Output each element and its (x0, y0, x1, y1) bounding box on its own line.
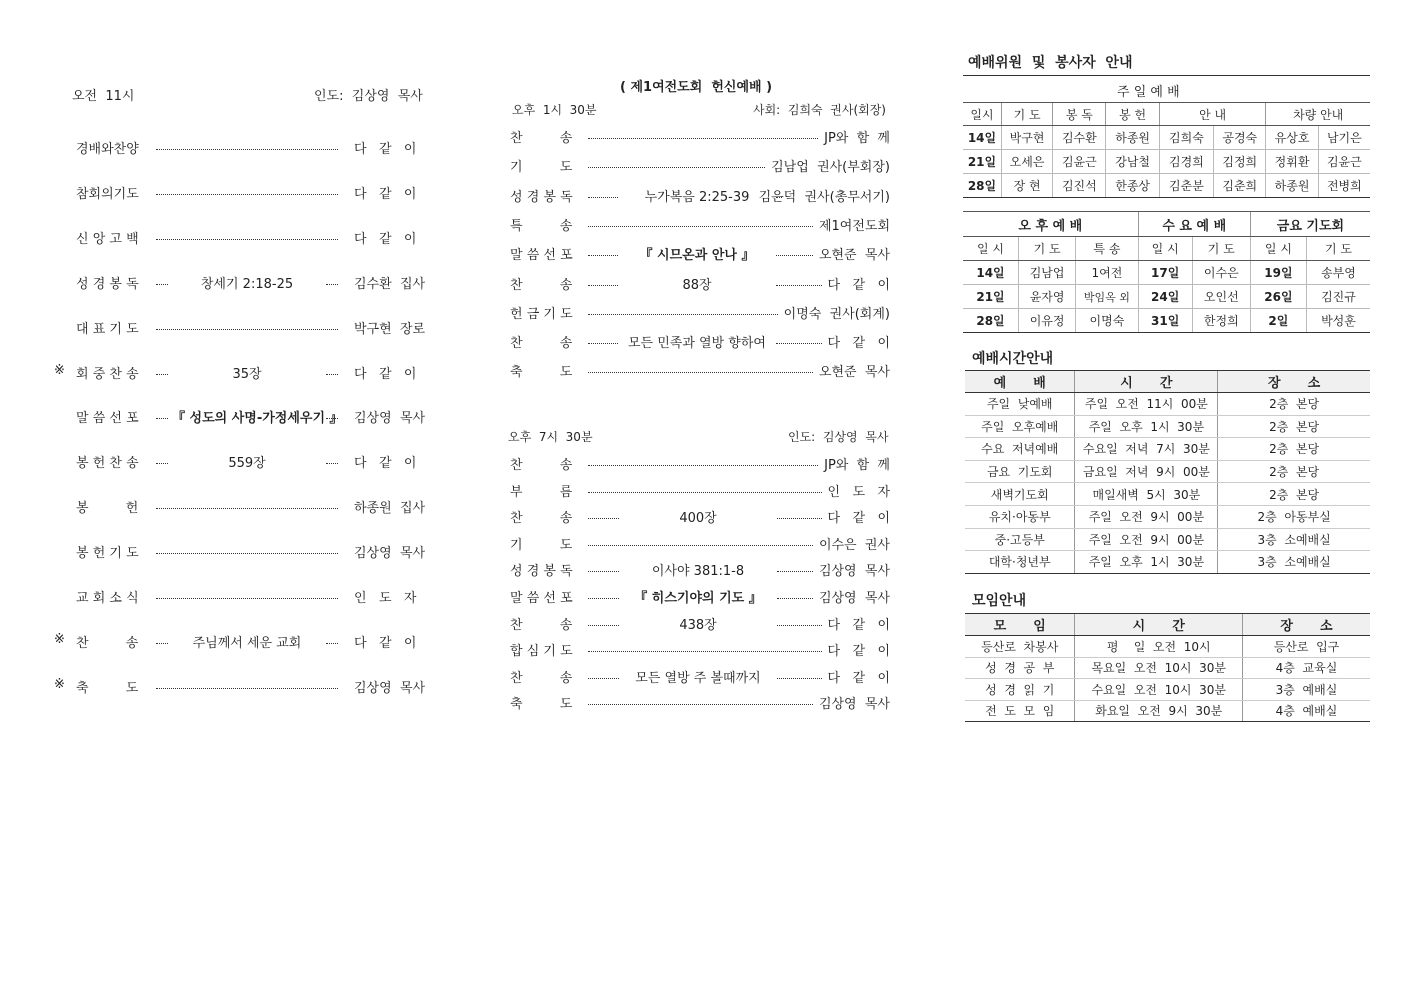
table-cell: 박임옥 외 (1076, 285, 1138, 309)
order-person: 박구현 장로 (354, 321, 426, 337)
order-label: 찬 송 (510, 131, 573, 146)
order-person: JP와 함 께 (824, 131, 890, 146)
table-cell: 김윤근 (1053, 150, 1106, 174)
meeting-schedule-table (965, 613, 1370, 722)
table-cell: 김수환 (1053, 126, 1106, 150)
table-cell: 한종상 (1106, 174, 1159, 198)
order-item (510, 693, 890, 713)
table-cell: 2층 본당 (1218, 415, 1370, 438)
order-detail: 모든 열방 주 볼때까지 (635, 670, 761, 686)
leader-dots (776, 285, 822, 286)
table-cell: 2층 본당 (1218, 393, 1370, 416)
table-cell: 김춘희 (1214, 174, 1266, 198)
leader-dots (776, 255, 813, 256)
table-cell: 주일 오전 9시 00분 (1075, 505, 1218, 528)
meeting-heading: 모임안내 (972, 593, 1027, 609)
table-cell: 19일 (1250, 261, 1306, 285)
table-cell: 수요 저녁예배 (965, 438, 1075, 461)
table-cell: 김희숙 (1159, 126, 1213, 150)
order-person: 다 같 이 (354, 142, 417, 157)
column-header: 봉 헌 (1106, 103, 1159, 126)
table-cell: 하종원 (1266, 174, 1318, 198)
table-row (965, 528, 1370, 551)
order-detail: 이사야 381:1-8 (651, 564, 745, 580)
table-row (963, 261, 1370, 285)
table-cell: 화요일 오전 9시 30분 (1075, 700, 1242, 722)
order-label: 찬 송 (510, 670, 573, 686)
table-cell: 24일 (1138, 285, 1192, 309)
order-item (510, 507, 890, 527)
table-row (965, 551, 1370, 574)
table-cell: 이유정 (1019, 309, 1076, 333)
leader-dots (156, 463, 168, 464)
leader-dots (156, 508, 338, 509)
table-row (965, 483, 1370, 506)
order-label: 찬 송 (76, 635, 139, 651)
order-person: 김남업 권사(부회장) (771, 160, 890, 176)
column-header: 장 소 (1218, 371, 1370, 393)
sunday-volunteers-table (963, 103, 1370, 198)
table-cell: 김윤근 (1318, 150, 1370, 174)
column-header: 안 내 (1159, 103, 1266, 126)
table-cell: 수요일 저녁 7시 30분 (1075, 438, 1218, 461)
order-person: 제1여전도회 (818, 218, 890, 234)
order-person: 김상영 목사 (354, 546, 426, 562)
other-services-table (963, 212, 1370, 333)
service-heading: 수 요 예 배 (1138, 212, 1250, 237)
order-detail: 438장 (679, 617, 717, 633)
column-header: 일시 (963, 103, 1001, 126)
leader-dots (588, 518, 619, 519)
table-cell: 금요 기도회 (965, 460, 1075, 483)
table-cell: 오인선 (1192, 285, 1250, 309)
order-item (510, 534, 890, 554)
order-item (76, 452, 426, 472)
table-cell: 이명숙 (1076, 309, 1138, 333)
column-header: 일 시 (963, 237, 1019, 261)
order-item (76, 542, 426, 562)
order-person: 김상영 목사 (818, 697, 890, 713)
column-header: 봉 독 (1053, 103, 1106, 126)
order-label: 교 회 소 식 (76, 591, 139, 606)
leader-dots (156, 643, 168, 644)
order-detail: 누가복음 2:25-39 (644, 189, 750, 205)
order-person: 김은덕 권사(총무서기) (758, 189, 890, 205)
column-header: 기 도 (1192, 237, 1250, 261)
leader-dots (588, 651, 822, 652)
leader-dots (588, 625, 619, 626)
table-cell: 금요일 저녁 9시 00분 (1075, 460, 1218, 483)
table-cell: 주일 오후예배 (965, 415, 1075, 438)
table-cell: 김진석 (1053, 174, 1106, 198)
order-label: 찬 송 (510, 458, 573, 473)
table-cell: 1여전 (1076, 261, 1138, 285)
table-cell: 박성훈 (1306, 309, 1370, 333)
table-cell: 주일 오후 1시 30분 (1075, 415, 1218, 438)
order-label: 성 경 봉 독 (76, 276, 139, 292)
table-cell: 주일 오후 1시 30분 (1075, 551, 1218, 574)
order-detail: 『 성도의 사명-가정세우기 』 (172, 411, 343, 427)
leader-dots (156, 284, 168, 285)
order-label: 성 경 봉 독 (510, 564, 573, 580)
schedule-heading: 예배시간안내 (972, 351, 1054, 367)
leader-dots (588, 197, 618, 198)
order-label: 회 중 찬 송 (76, 366, 139, 382)
table-cell: 대학·청년부 (965, 551, 1075, 574)
leader-dots (777, 625, 822, 626)
column-header: 기 도 (1306, 237, 1370, 261)
afternoon-host: 사회: 김희숙 권사(회장) (753, 103, 886, 117)
leader-dots (777, 678, 822, 679)
order-person: 다 같 이 (827, 617, 890, 633)
table-row (963, 174, 1370, 198)
leader-dots (326, 374, 338, 375)
table-cell: 21일 (963, 285, 1019, 309)
order-item (510, 481, 890, 501)
order-detail: 『 시므온과 안나 』 (639, 248, 755, 264)
table-cell: 전병희 (1318, 174, 1370, 198)
order-label: 부 름 (510, 484, 573, 500)
leader-dots (588, 598, 619, 599)
column-header: 시 간 (1075, 371, 1218, 393)
table-cell: 28일 (963, 174, 1001, 198)
table-cell: 4층 예배실 (1242, 700, 1370, 722)
order-label: 축 도 (510, 697, 573, 713)
leader-dots (777, 571, 813, 572)
table-cell: 정휘환 (1266, 150, 1318, 174)
order-item (76, 318, 426, 338)
table-cell: 새벽기도회 (965, 483, 1075, 506)
column-header: 기 도 (1001, 103, 1052, 126)
table-cell: 2일 (1250, 309, 1306, 333)
table-cell: 박구현 (1001, 126, 1052, 150)
leader-dots (156, 374, 168, 375)
table-cell: 하종원 (1106, 126, 1159, 150)
table-row (965, 505, 1370, 528)
table-cell: 3층 소예배실 (1218, 528, 1370, 551)
service-heading: 금요 기도회 (1250, 212, 1370, 237)
order-label: 찬 송 (510, 617, 573, 633)
note-mark: ※ (54, 631, 65, 647)
evening-leader: 인도: 김상영 목사 (788, 430, 889, 444)
table-cell: 공경숙 (1214, 126, 1266, 150)
table-row (965, 636, 1370, 658)
leader-dots (588, 343, 618, 344)
table-cell: 성 경 읽 기 (965, 679, 1075, 701)
order-person: 오현준 목사 (818, 365, 890, 381)
afternoon-time: 오후 1시 30분 (512, 103, 597, 117)
order-person: 다 같 이 (354, 231, 417, 247)
column-header: 일 시 (1138, 237, 1192, 261)
table-cell: 유치·아동부 (965, 505, 1075, 528)
table-row (965, 700, 1370, 722)
column-header: 특 송 (1076, 237, 1138, 261)
order-label: 축 도 (76, 680, 139, 696)
order-person: 다 같 이 (354, 186, 417, 202)
order-person: 김수환 집사 (354, 276, 426, 292)
order-detail: 주님께서 세운 교회 (192, 635, 302, 651)
order-label: 찬 송 (510, 277, 573, 293)
order-label: 헌 금 기 도 (510, 306, 573, 322)
order-item (510, 614, 890, 634)
order-label: 찬 송 (510, 336, 573, 352)
table-cell: 3층 소예배실 (1218, 551, 1370, 574)
order-item (76, 497, 426, 517)
order-item (54, 362, 426, 383)
leader-dots (588, 465, 818, 466)
leader-dots (588, 167, 765, 168)
table-cell: 평 일 오전 10시 (1075, 636, 1242, 658)
leader-dots (588, 571, 619, 572)
leader-dots (777, 518, 822, 519)
leader-dots (156, 149, 338, 150)
order-label: 말 씀 선 포 (510, 248, 573, 264)
table-cell: 윤자영 (1019, 285, 1076, 309)
morning-time: 오전 11시 (72, 89, 135, 104)
leader-dots (588, 372, 813, 373)
volunteers-heading: 예배위원 및 봉사자 안내 (968, 55, 1133, 71)
order-label: 성 경 봉 독 (510, 189, 573, 205)
order-label: 찬 송 (510, 511, 573, 527)
column-header: 모 임 (965, 614, 1075, 636)
leader-dots (777, 598, 813, 599)
table-cell: 매일새벽 5시 30분 (1075, 483, 1218, 506)
order-item (510, 244, 890, 264)
table-cell: 김춘분 (1159, 174, 1213, 198)
order-item (510, 127, 890, 147)
leader-dots (156, 239, 338, 240)
order-label: 합 심 기 도 (510, 644, 573, 660)
order-item (54, 631, 426, 652)
leader-dots (326, 418, 338, 419)
leader-dots (588, 545, 813, 546)
leader-dots (156, 598, 338, 599)
order-person: 김상영 목사 (354, 680, 426, 696)
order-person: 이수은 권사 (818, 537, 890, 553)
order-item (510, 454, 890, 474)
order-item (510, 587, 890, 607)
order-item (510, 560, 890, 580)
order-item (76, 228, 426, 248)
order-item (76, 183, 426, 203)
table-cell: 강남철 (1106, 150, 1159, 174)
order-detail: 35장 (232, 366, 262, 382)
column-header: 차량 안내 (1266, 103, 1370, 126)
column-header: 기 도 (1019, 237, 1076, 261)
order-person: 다 같 이 (354, 635, 417, 651)
table-cell: 14일 (963, 261, 1019, 285)
leader-dots (156, 194, 338, 195)
order-detail: 400장 (679, 511, 717, 527)
column-header: 예 배 (965, 371, 1075, 393)
order-item (54, 676, 426, 697)
order-person: 김상영 목사 (354, 411, 426, 427)
order-person: 다 같 이 (354, 456, 417, 472)
table-row (963, 126, 1370, 150)
table-cell: 14일 (963, 126, 1001, 150)
table-cell: 오세은 (1001, 150, 1052, 174)
leader-dots (588, 138, 818, 139)
table-cell: 김정희 (1214, 150, 1266, 174)
order-label: 참회의기도 (76, 186, 139, 202)
order-detail: 창세기 2:18-25 (200, 276, 294, 292)
table-cell: 성 경 공 부 (965, 657, 1075, 679)
table-cell: 21일 (963, 150, 1001, 174)
order-label: 대 표 기 도 (76, 321, 139, 337)
table-row (965, 438, 1370, 461)
order-label: 봉 헌 (76, 501, 139, 517)
order-item (510, 215, 890, 235)
table-title-row (963, 212, 1370, 237)
column-header: 일 시 (1250, 237, 1306, 261)
leader-dots (588, 226, 813, 227)
order-person: 인 도 자 (354, 591, 417, 606)
order-label: 경배와찬양 (76, 142, 139, 157)
table-cell: 3층 예배실 (1242, 679, 1370, 701)
table-cell: 주일 낮예배 (965, 393, 1075, 416)
order-person: 이명숙 권사(회계) (783, 306, 890, 322)
column-header: 시 간 (1075, 614, 1242, 636)
table-cell: 김경희 (1159, 150, 1213, 174)
sunday-service-heading: 주 일 예 배 (1117, 85, 1180, 100)
table-cell: 중·고등부 (965, 528, 1075, 551)
table-cell: 주일 오전 9시 00분 (1075, 528, 1218, 551)
order-person: 다 같 이 (827, 670, 890, 686)
table-cell: 31일 (1138, 309, 1192, 333)
table-cell: 2층 본당 (1218, 460, 1370, 483)
leader-dots (588, 492, 822, 493)
order-label: 기 도 (510, 160, 573, 176)
table-cell: 등산로 차봉사 (965, 636, 1075, 658)
table-row (965, 415, 1370, 438)
leader-dots (326, 284, 338, 285)
order-item (510, 303, 890, 323)
table-row (963, 150, 1370, 174)
order-detail: 『 히스기야의 기도 』 (634, 591, 762, 606)
table-cell: 주일 오전 11시 00분 (1075, 393, 1218, 416)
order-item (510, 186, 890, 206)
order-detail: 559장 (228, 456, 266, 472)
order-person: 다 같 이 (827, 277, 890, 293)
order-person: 김상영 목사 (818, 591, 890, 606)
order-detail: 모든 민족과 열방 향하여 (628, 336, 766, 352)
table-cell: 26일 (1250, 285, 1306, 309)
table-header-row (963, 237, 1370, 261)
order-item (510, 640, 890, 660)
table-cell: 한정희 (1192, 309, 1250, 333)
order-person: 오현준 목사 (818, 248, 890, 264)
table-cell: 김진규 (1306, 285, 1370, 309)
table-header-row (963, 103, 1370, 126)
note-mark: ※ (54, 676, 65, 692)
order-person: 다 같 이 (354, 366, 417, 382)
table-row (965, 393, 1370, 416)
table-cell: 28일 (963, 309, 1019, 333)
table-row (965, 657, 1370, 679)
table-cell: 목요일 오전 10시 30분 (1075, 657, 1242, 679)
order-person: 인 도 자 (827, 484, 890, 500)
order-item (510, 667, 890, 687)
note-mark: ※ (54, 362, 65, 378)
order-label: 말 씀 선 포 (510, 591, 573, 606)
leader-dots (326, 643, 338, 644)
table-cell: 2층 본당 (1218, 438, 1370, 461)
afternoon-title: ( 제1여전도회 헌신예배 ) (620, 80, 773, 95)
leader-dots (588, 255, 618, 256)
morning-leader: 인도: 김상영 목사 (314, 89, 423, 104)
order-label: 봉 헌 찬 송 (76, 456, 139, 472)
order-item (510, 274, 890, 294)
table-header-row (965, 371, 1370, 393)
order-label: 신 앙 고 백 (76, 231, 139, 247)
leader-dots (156, 329, 338, 330)
table-cell: 김남업 (1019, 261, 1076, 285)
leader-dots (588, 285, 618, 286)
order-person: 김상영 목사 (818, 564, 890, 580)
leader-dots (588, 704, 813, 705)
table-cell: 17일 (1138, 261, 1192, 285)
column-header: 장 소 (1242, 614, 1370, 636)
table-cell: 수요일 오전 10시 30분 (1075, 679, 1242, 701)
leader-dots (588, 678, 619, 679)
table-cell: 4층 교육실 (1242, 657, 1370, 679)
table-row (965, 460, 1370, 483)
order-label: 축 도 (510, 365, 573, 381)
service-heading: 오 후 예 배 (963, 212, 1138, 237)
order-item (76, 138, 426, 158)
leader-dots (776, 343, 822, 344)
order-label: 봉 헌 기 도 (76, 546, 139, 562)
order-person: 하종원 집사 (354, 501, 426, 517)
order-label: 기 도 (510, 537, 573, 553)
order-item (76, 407, 426, 427)
order-item (510, 156, 890, 176)
leader-dots (588, 314, 778, 315)
table-row (965, 679, 1370, 701)
table-cell: 송부영 (1306, 261, 1370, 285)
evening-time: 오후 7시 30분 (508, 430, 593, 444)
table-row (963, 285, 1370, 309)
order-person: 다 같 이 (827, 511, 890, 527)
order-person: JP와 함 께 (824, 458, 890, 473)
order-item (76, 273, 426, 293)
order-item (510, 361, 890, 381)
order-person: 다 같 이 (827, 336, 890, 352)
leader-dots (156, 418, 168, 419)
order-label: 특 송 (510, 218, 573, 234)
table-cell: 등산로 입구 (1242, 636, 1370, 658)
order-item (510, 332, 890, 352)
table-cell: 남기은 (1318, 126, 1370, 150)
leader-dots (156, 688, 338, 689)
order-person: 다 같 이 (827, 644, 890, 660)
order-item (76, 587, 426, 607)
table-cell: 2층 본당 (1218, 483, 1370, 506)
table-cell: 장 현 (1001, 174, 1052, 198)
table-row (963, 309, 1370, 333)
table-header-row (965, 614, 1370, 636)
order-detail: 88장 (682, 277, 712, 293)
leader-dots (156, 553, 338, 554)
table-cell: 2층 아동부실 (1218, 505, 1370, 528)
leader-dots (326, 463, 338, 464)
order-label: 말 씀 선 포 (76, 411, 139, 427)
table-cell: 유상호 (1266, 126, 1318, 150)
table-cell: 이수은 (1192, 261, 1250, 285)
table-cell: 전 도 모 임 (965, 700, 1075, 722)
service-schedule-table (965, 370, 1370, 574)
